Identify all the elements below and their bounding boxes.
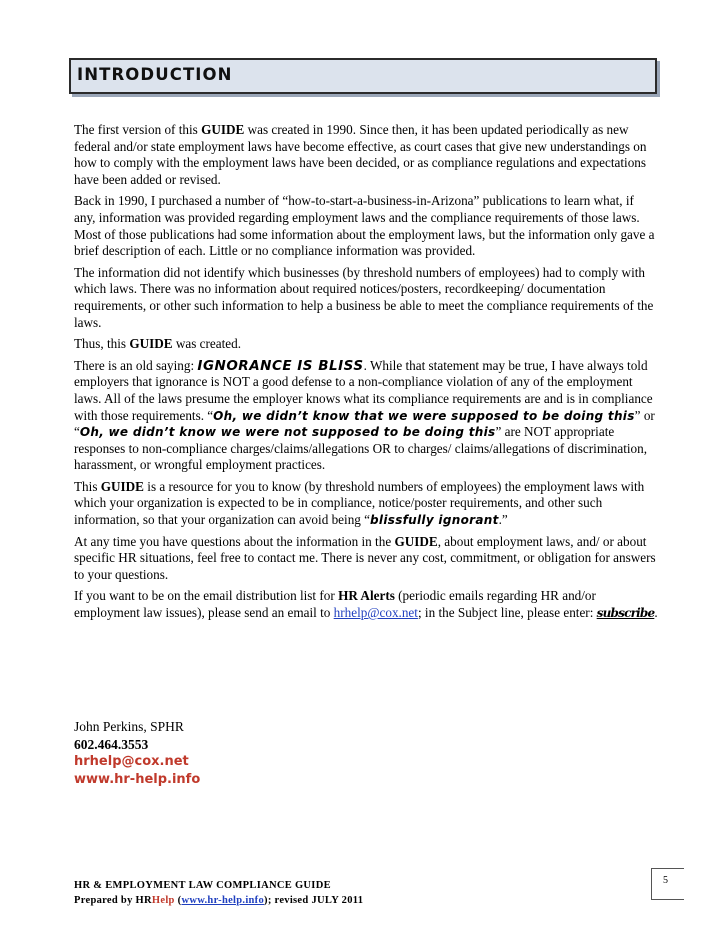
text: ” are NOT appropriate responses to non-compliance charges/claims/allegations OR to charges/ claims/allegations of discrimination, harassment, or wrongful employment practices. [74,424,648,473]
footer-title: HR & EMPLOYMENT LAW COMPLIANCE GUIDE [74,880,331,891]
paragraph-4 [74,336,658,353]
text: , about employment laws, and/ or about specific HR situations, feel free to contact me. There is never any cost, commitment, or obligation for answers to your questions. [74,533,656,582]
text: Prepared by HR [74,895,152,906]
paragraph-3: The information did not identify which businesses (by threshold numbers of employees) had to comply with which laws. There was no information about required notices/posters, recordkeeping/ documentation requirements, or other such information to help a business be able to meet the compliance requirements of the laws. [74,264,654,330]
text: was created in 1990. Since then, it has been updated periodically as new federal and/or state employment laws have become effective, as court cases that give new understandings on how to comply with the employment laws have been decided, or as compliance regulations and expectations have been added or revised. [74,122,647,187]
text: (periodic emails regarding HR and/or employment law issues), please send an email to [74,588,596,621]
hr-alerts-emphasis: HR Alerts [338,588,395,604]
paragraph-6 [74,479,658,529]
email-link[interactable]: hrhelp@cox.net [333,605,418,621]
paragraph-7 [74,534,658,584]
signature-block [74,718,200,788]
paragraph-1 [74,122,658,188]
signature-phone: 602.464.3553 [74,736,149,752]
text: This [74,478,101,494]
text: ); revised JULY 2011 [264,895,364,906]
text: .” [498,512,508,528]
page-title: INTRODUCTION [77,65,233,84]
saying-emphasis: IGNORANCE IS BLISS [197,357,364,374]
footer-prepared [74,893,363,908]
text: ( [174,895,182,906]
subscribe-keyword: subscribe [596,606,655,621]
page-footer [74,878,363,908]
text: If you want to be on the email distribution list for [74,588,339,604]
text: At any time you have questions about the information in the [74,533,395,549]
text: The first version of this [74,122,202,137]
quote-emphasis: Oh, we didn’t know we were not supposed to be doing this [79,425,496,440]
text: is a resource for you to know (by threshold numbers of employees) the employment laws with which your organization is expected to be in compliance, notice/poster requirements, and other such information, so that your organization can avoid being “ [74,478,645,528]
paragraph-8 [74,588,658,621]
paragraph-5 [74,358,658,474]
text: . [654,605,658,621]
phrase-emphasis: blissfully ignorant [370,513,499,528]
signature-name: John Perkins, SPHR [74,719,184,734]
guide-emphasis: GUIDE [394,533,438,549]
paragraph-2: Back in 1990, I purchased a number of “how-to-start-a-business-in-Arizona” publications to learn what, if any, information was provided regarding employment laws and the compliance requirements of those laws. Most of those publications had some information about the employment laws, but the information only gave a brief description of each. Little or no compliance information was provided. [74,193,655,259]
text: There is an old saying: [74,357,198,373]
signature-email-link[interactable]: hrhelp@cox.net [74,754,189,769]
text: Thus, this [74,336,130,352]
page-number: 5 [663,875,668,886]
text: ” or “ [74,407,655,440]
guide-emphasis: GUIDE [201,122,245,137]
body-text [74,122,658,627]
quote-emphasis: Oh, we didn’t know that we were supposed to be doing this [213,408,635,423]
brand-help: Help [151,895,175,906]
guide-emphasis: GUIDE [129,336,173,352]
guide-emphasis: GUIDE [100,478,144,494]
signature-website-link[interactable]: www.hr-help.info [74,771,201,787]
section-header [69,58,657,94]
text: ; in the Subject line, please enter: [417,605,597,621]
text: . While that statement may be true, I have always told employers that ignorance is NOT a good defense to a non-compliance violation of any of the employment laws. All of the laws presume the employer knows what its compliance requirements are and is in compliance with those requirements. “ [74,357,653,423]
footer-website-link[interactable]: www.hr-help.info [181,895,265,906]
page-number-box [651,868,684,900]
text: was created. [172,336,242,352]
